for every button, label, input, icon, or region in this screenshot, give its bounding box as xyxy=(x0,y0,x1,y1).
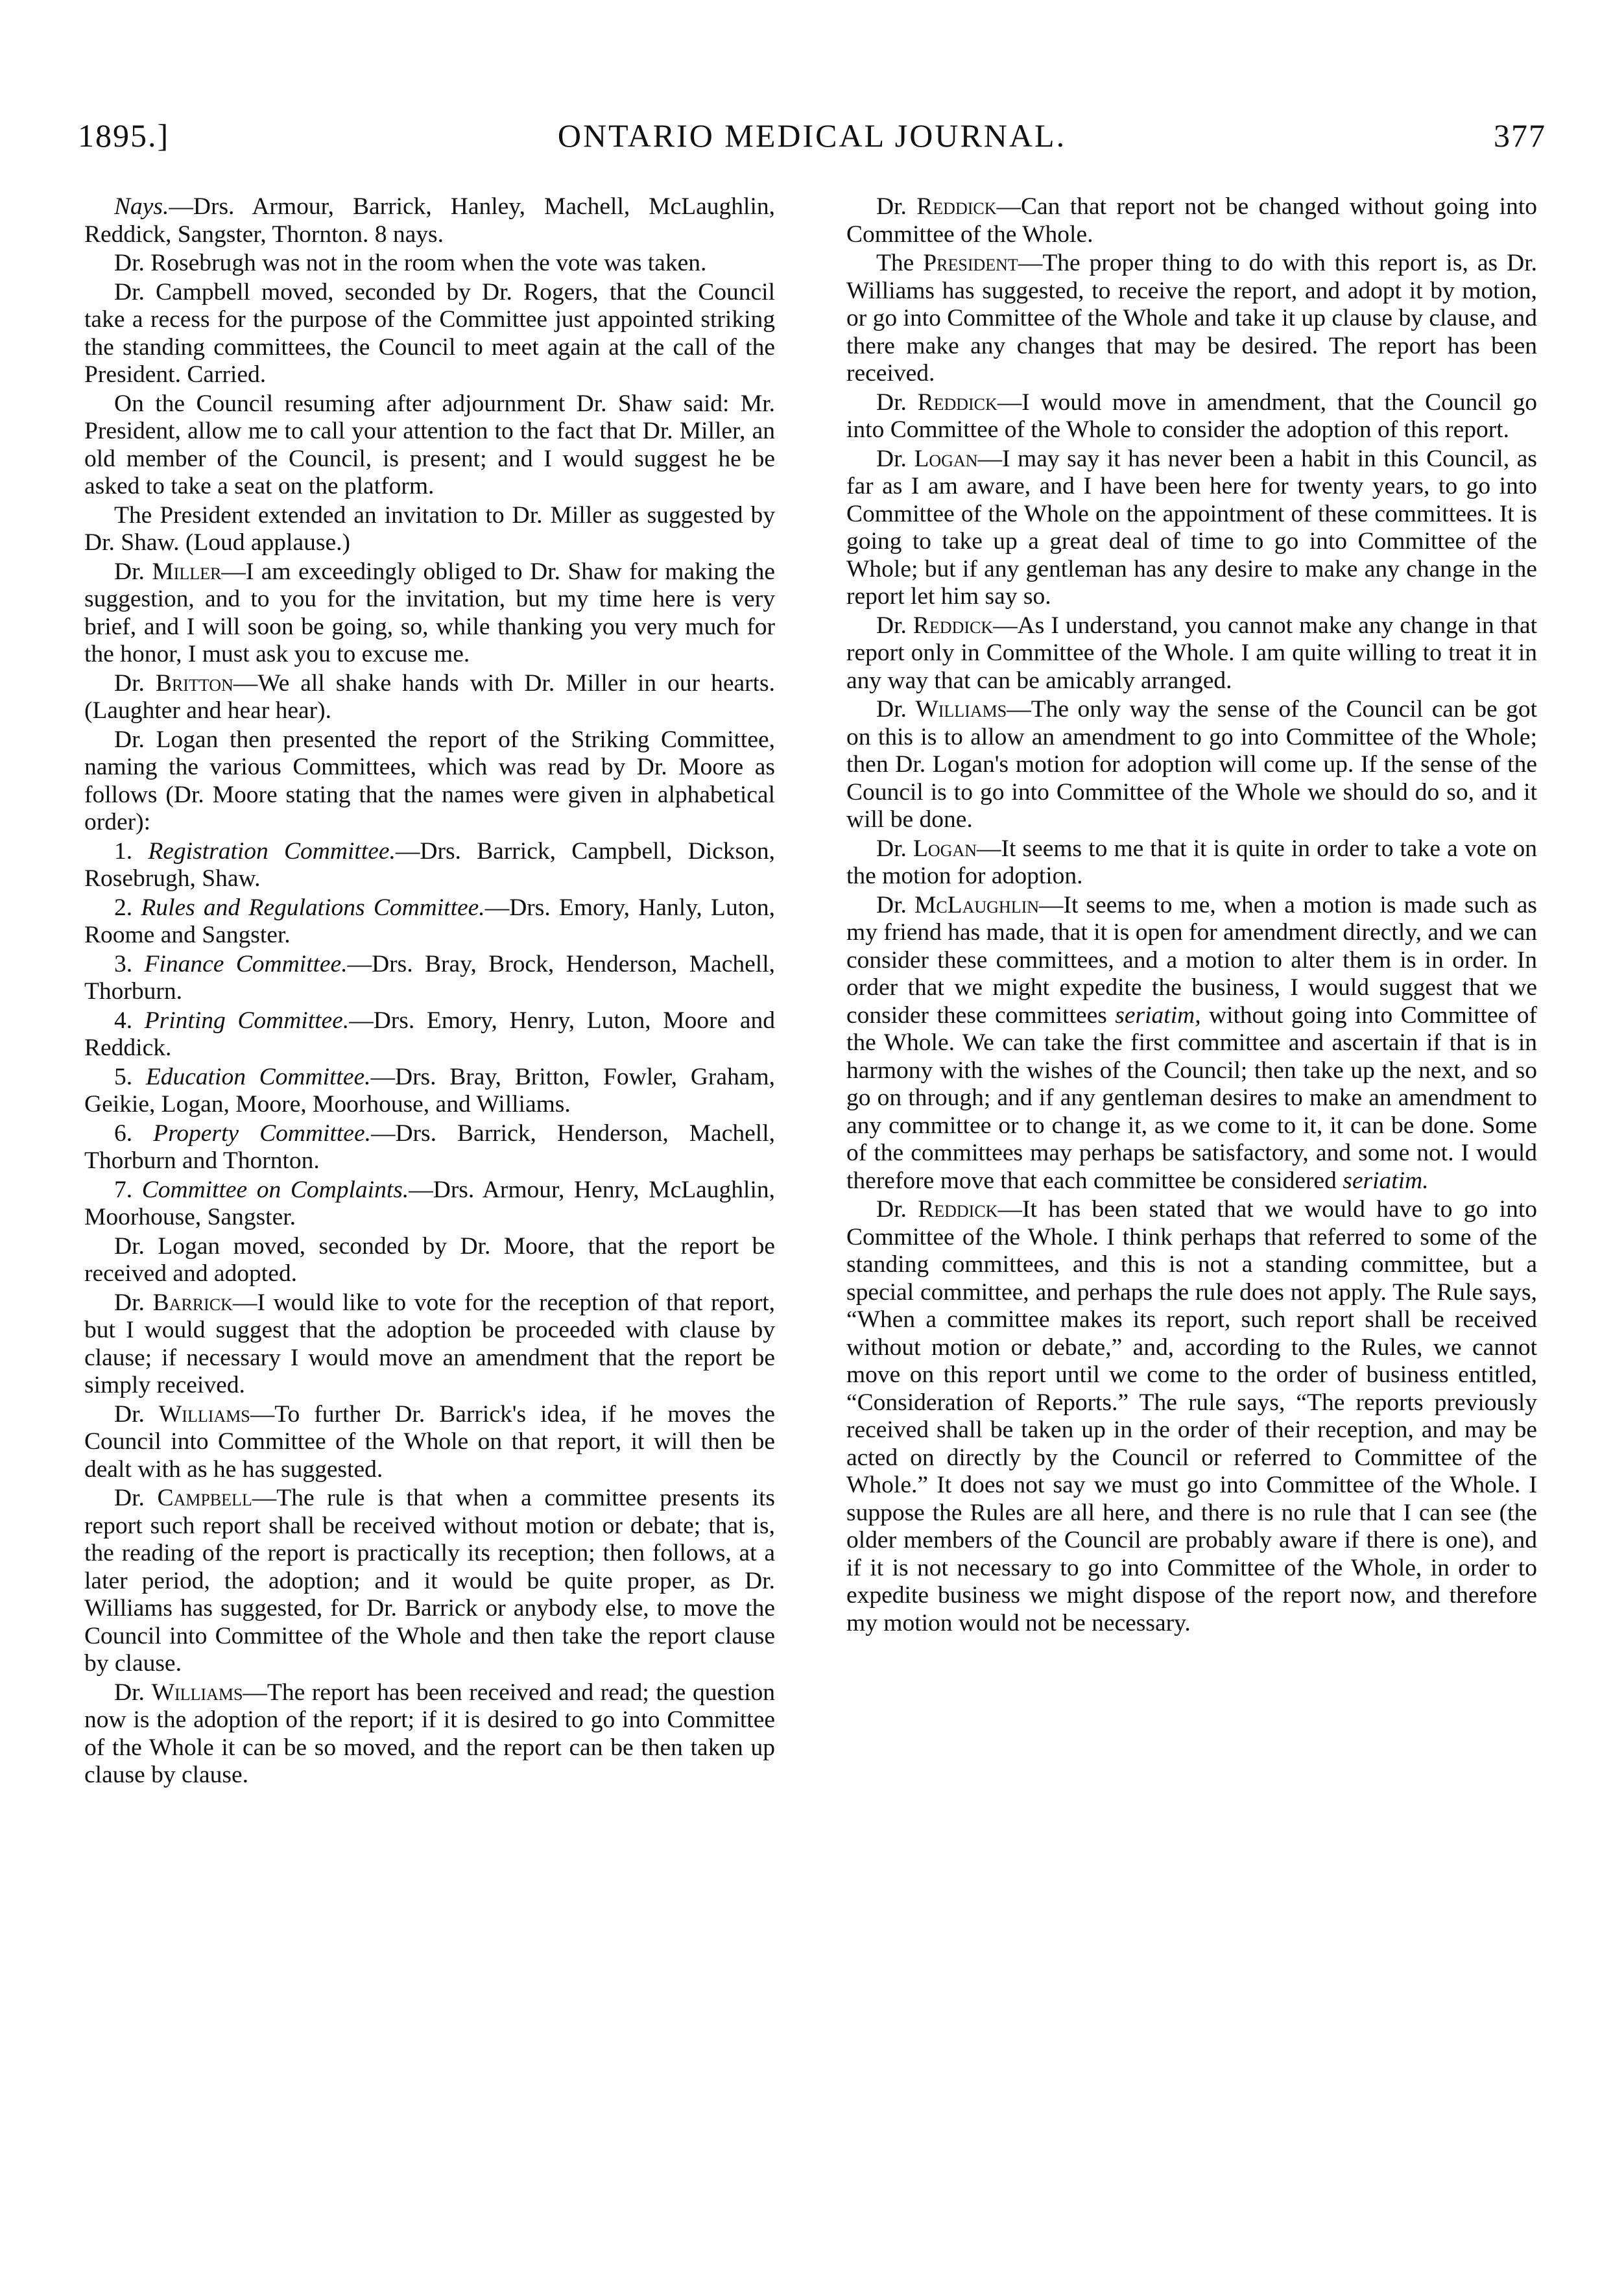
speech-text: —The only way the sense of the Council can be got on this is to allow an amendment to go into Committee of the Whole; then Dr. Logan's motion for adoption will come up. If the sense of the Council is to go into Committee of the Whole we should do so, and it will be done. xyxy=(846,696,1537,833)
left-column xyxy=(84,193,775,1791)
speaker-prefix: Dr. xyxy=(876,696,916,723)
committee-item xyxy=(84,1120,775,1175)
speaker-name: Williams xyxy=(151,1679,243,1706)
right-paragraph xyxy=(846,612,1537,695)
committee-title: Education Committee. xyxy=(145,1063,371,1090)
committee-title: Registration Committee. xyxy=(148,837,396,865)
speaker-name: Logan xyxy=(914,445,978,472)
speech-text: —I would move in amendment, that the Council go into Committee of the Whole to consider the adoption of this report. xyxy=(846,389,1538,443)
speech-text: —It seems to me that it is quite in order to take a vote on the motion for adoption. xyxy=(846,835,1537,889)
speaker-name: President xyxy=(923,250,1018,276)
speech-text: —I would like to vote for the reception of that report, but I would suggest that the adoption be proceeded with clause by clause; if necessary I would move an amendment that the report be simply received. xyxy=(84,1289,775,1398)
right-paragraph xyxy=(846,696,1537,834)
paragraph-text: Dr. Rosebrugh was not in the room when the vote was taken. xyxy=(114,250,707,276)
committee-number: 3. xyxy=(114,950,145,977)
committee-title: Finance Committee. xyxy=(144,950,348,977)
speech-text: —I may say it has never been a habit in this Council, as far as I am aware, and I have been here for twenty years, to go into Committee of the Whole on the appointment of these committees. It is going to take up a great deal of time to go into Committee of the Whole; but if any gentleman has any desire to make any change in the report let him say so. xyxy=(846,445,1538,610)
committee-item xyxy=(84,1007,775,1062)
speech-text: —It seems to me, when a motion is made such as my friend has made, that it is open for amendment directly, and we can consider these committees, and a motion to alter them is in order. In order that we might expedite the business, I would suggest that we consider these committees xyxy=(846,891,1537,1029)
committee-members: —Drs. Emory, Hanly, Luton, Roome and Sangster. xyxy=(84,894,776,948)
right-paragraph xyxy=(846,835,1537,891)
right-paragraph xyxy=(846,193,1537,248)
right-paragraph xyxy=(846,1196,1537,1637)
right-column xyxy=(846,193,1537,1638)
committee-number: 5. xyxy=(114,1063,146,1090)
speaker-name: Barrick xyxy=(152,1289,233,1316)
speaker-name: Reddick xyxy=(913,612,994,639)
speaker-prefix: Dr. xyxy=(876,389,918,416)
speech-text: —As I understand, you cannot make any change in that report only in Committee of the Whole. I am quite willing to treat it in any way that can be amicably arranged. xyxy=(846,612,1538,694)
speaker-name: Reddick xyxy=(918,1196,998,1223)
right-paragraph xyxy=(846,892,1537,1195)
speaker-prefix: Dr. xyxy=(114,1679,152,1706)
speech-text: —To further Dr. Barrick's idea, if he moves the Council into Committee of the Whole on that report, it will then be dealt with as he has suggested. xyxy=(84,1400,776,1483)
committee-item xyxy=(84,894,775,950)
committee-members: —Drs. Barrick, Campbell, Dickson, Rosebrugh, Shaw. xyxy=(84,837,775,892)
speech-text: without going into Committee of the Whole. We can take the first committee and ascertain if that is in harmony with the wishes of the Council; then take up the next, and so go on through; and if any gentleman desires to make an amendment to any committee or to change it, as we come to it, it can be done. Some of the committees may perhaps be satisfactory, and some not. I would therefore move that each committee be considered xyxy=(846,1001,1537,1194)
left-paragraph xyxy=(84,390,775,501)
committee-number: 7. xyxy=(114,1176,142,1203)
speaker-prefix: Dr. xyxy=(114,1400,159,1428)
speaker-prefix: Dr. xyxy=(876,193,917,220)
left-paragraph xyxy=(84,558,775,669)
left-paragraph xyxy=(84,726,775,837)
committee-number: 2. xyxy=(114,894,141,921)
left-paragraph xyxy=(84,502,775,557)
speaker-prefix: Dr. xyxy=(876,1196,918,1223)
right-paragraph xyxy=(846,389,1537,444)
speaker-prefix: Dr. xyxy=(876,612,913,639)
speaker-name: Reddick xyxy=(917,389,997,416)
committee-title: Committee on Complaints. xyxy=(141,1176,409,1203)
left-paragraph xyxy=(84,670,775,725)
left-paragraph xyxy=(84,193,775,248)
speaker-name: Logan xyxy=(913,835,977,862)
italic-term: seriatim. xyxy=(1343,1167,1429,1194)
left-paragraph xyxy=(84,1289,775,1400)
speaker-name: Campbell xyxy=(157,1485,252,1511)
committee-title: Property Committee. xyxy=(153,1120,371,1147)
left-paragraph xyxy=(84,1679,775,1790)
committee-members: —Drs. Armour, Henry, McLaughlin, Moorhouse, Sangster. xyxy=(84,1176,776,1230)
committee-members: —Drs. Bray, Brock, Henderson, Machell, Thorburn. xyxy=(84,950,775,1005)
committee-item xyxy=(84,1177,775,1232)
speaker-name: Reddick xyxy=(916,193,997,220)
italic-term: seriatim, xyxy=(1115,1001,1201,1029)
committee-item xyxy=(84,838,775,893)
running-head xyxy=(78,117,1546,162)
speech-text: —Can that report not be changed without going into Committee of the Whole. xyxy=(846,193,1537,248)
speech-text: —The proper thing to do with this report is, as Dr. Williams has suggested, to receive the report, and adopt it by motion, or go into Committee of the Whole and take it up clause by clause, and there make any changes that may be desired. The report has been received. xyxy=(846,250,1537,387)
speech-text: —The report has been received and read; the question now is the adoption of the report; if it is desired to go into Committee of the Whole it can be so moved, and the report can be then taken up clause by clause. xyxy=(84,1679,776,1788)
speech-text: —The rule is that when a committee presents its report such report shall be received without motion or debate; that is, the reading of the report is practically its reception; then follows, at a later period, the adoption; and it would be quite proper, as Dr. Williams has suggested, for Dr. Barrick or anybody else, to move the Council into Committee of the Whole and then take the report clause by clause. xyxy=(84,1485,776,1677)
left-paragraph xyxy=(84,1401,775,1484)
paragraph-text: Dr. Campbell moved, seconded by Dr. Rogers, that the Council take a recess for the purpose of the Committee just appointed striking the standing committees, the Council to meet again at the call of the President. Carried. xyxy=(84,278,775,388)
committee-item xyxy=(84,951,775,1006)
paragraph-text: On the Council resuming after adjournment Dr. Shaw said: Mr. President, allow me to call your attention to the fact that Dr. Miller, an old member of the Council, is present; and I would suggest he be asked to take a seat on the platform. xyxy=(84,390,775,499)
committee-title: Printing Committee. xyxy=(144,1007,350,1034)
speaker-prefix: Dr. xyxy=(876,445,914,472)
journal-title: ONTARIO MEDICAL JOURNAL. xyxy=(557,117,1067,154)
year-label: 1895.] xyxy=(78,117,170,154)
committee-number: 4. xyxy=(114,1007,145,1034)
right-paragraph xyxy=(846,446,1537,611)
speech-text: —I am exceedingly obliged to Dr. Shaw for making the suggestion, and to you for the invitation, but my time here is very brief, and I will soon be going, so, while thanking you very much for the honor, I must ask you to excuse me. xyxy=(84,558,776,667)
paragraph-text: Dr. Logan moved, seconded by Dr. Moore, that the report be received and adopted. xyxy=(84,1232,775,1287)
speaker-name: Britton xyxy=(155,669,233,697)
committee-members: —Drs. Emory, Henry, Luton, Moore and Reddick. xyxy=(84,1007,776,1061)
left-paragraph xyxy=(84,1233,775,1288)
paragraph-text: The President extended an invitation to Dr. Miller as suggested by Dr. Shaw. (Loud applause.) xyxy=(84,501,775,556)
paragraph-text: —Drs. Armour, Barrick, Hanley, Machell, McLaughlin, Reddick, Sangster, Thornton. 8 nays. xyxy=(84,193,775,248)
committee-number: 1. xyxy=(114,837,149,865)
committee-members: —Drs. Barrick, Henderson, Machell, Thorburn and Thornton. xyxy=(84,1120,775,1174)
speaker-name: Williams xyxy=(158,1400,250,1428)
speaker-prefix: Dr. xyxy=(114,669,156,697)
left-paragraph xyxy=(84,1485,775,1678)
speaker-prefix: Dr. xyxy=(876,835,913,862)
speaker-prefix: Dr. xyxy=(114,1289,153,1316)
right-paragraph xyxy=(846,250,1537,388)
speaker-prefix: Dr. xyxy=(114,1485,158,1511)
speech-text: —We all shake hands with Dr. Miller in our hearts. (Laughter and hear hear). xyxy=(84,669,776,724)
committee-item xyxy=(84,1064,775,1119)
speech-text: —It has been stated that we would have to go into Committee of the Whole. I think perhaps that referred to some of the standing committees, and this is not a standing committee, but a special committee, and perhaps the rule does not apply. The Rule says, “When a committee makes its report, such report shall be received without motion or debate,” and, according to the Rules, we cannot move on this report until we come to the order of business entitled, “Consideration of Reports.” The rule says, “The reports previously received shall be taken up in the order of their reception, and may be acted on directly by the Council or referred to Committee of the Whole.” It does not say we must go into Committee of the Whole. I suppose the Rules are all here, and there is no rule that I can see (the older members of the Council are probably aware if there is one), and if it is not necessary to go into Committee of the Whole, in order to expedite business we might dispose of the report now, and therefore my motion would not be necessary. xyxy=(846,1196,1538,1636)
paragraph-text: Dr. Logan then presented the report of the Striking Committee, naming the various Committees, which was read by Dr. Moore as follows (Dr. Moore stating that the names were given in alphabetical order): xyxy=(84,726,775,835)
speaker-prefix: Dr. xyxy=(114,558,152,585)
speaker-prefix: The xyxy=(876,250,924,276)
committee-title: Rules and Regulations Committee. xyxy=(141,894,485,921)
committee-number: 6. xyxy=(114,1120,154,1147)
left-paragraph xyxy=(84,250,775,278)
left-paragraph xyxy=(84,279,775,389)
nays-label: Nays. xyxy=(114,193,169,220)
committee-members: —Drs. Bray, Britton, Fowler, Graham, Geikie, Logan, Moore, Moorhouse, and Williams. xyxy=(84,1063,775,1118)
speaker-name: Williams xyxy=(915,696,1007,723)
speaker-prefix: Dr. xyxy=(876,891,914,918)
speaker-name: Miller xyxy=(152,558,222,585)
speaker-name: McLaughlin xyxy=(914,891,1040,918)
page-number: 377 xyxy=(1494,117,1546,154)
